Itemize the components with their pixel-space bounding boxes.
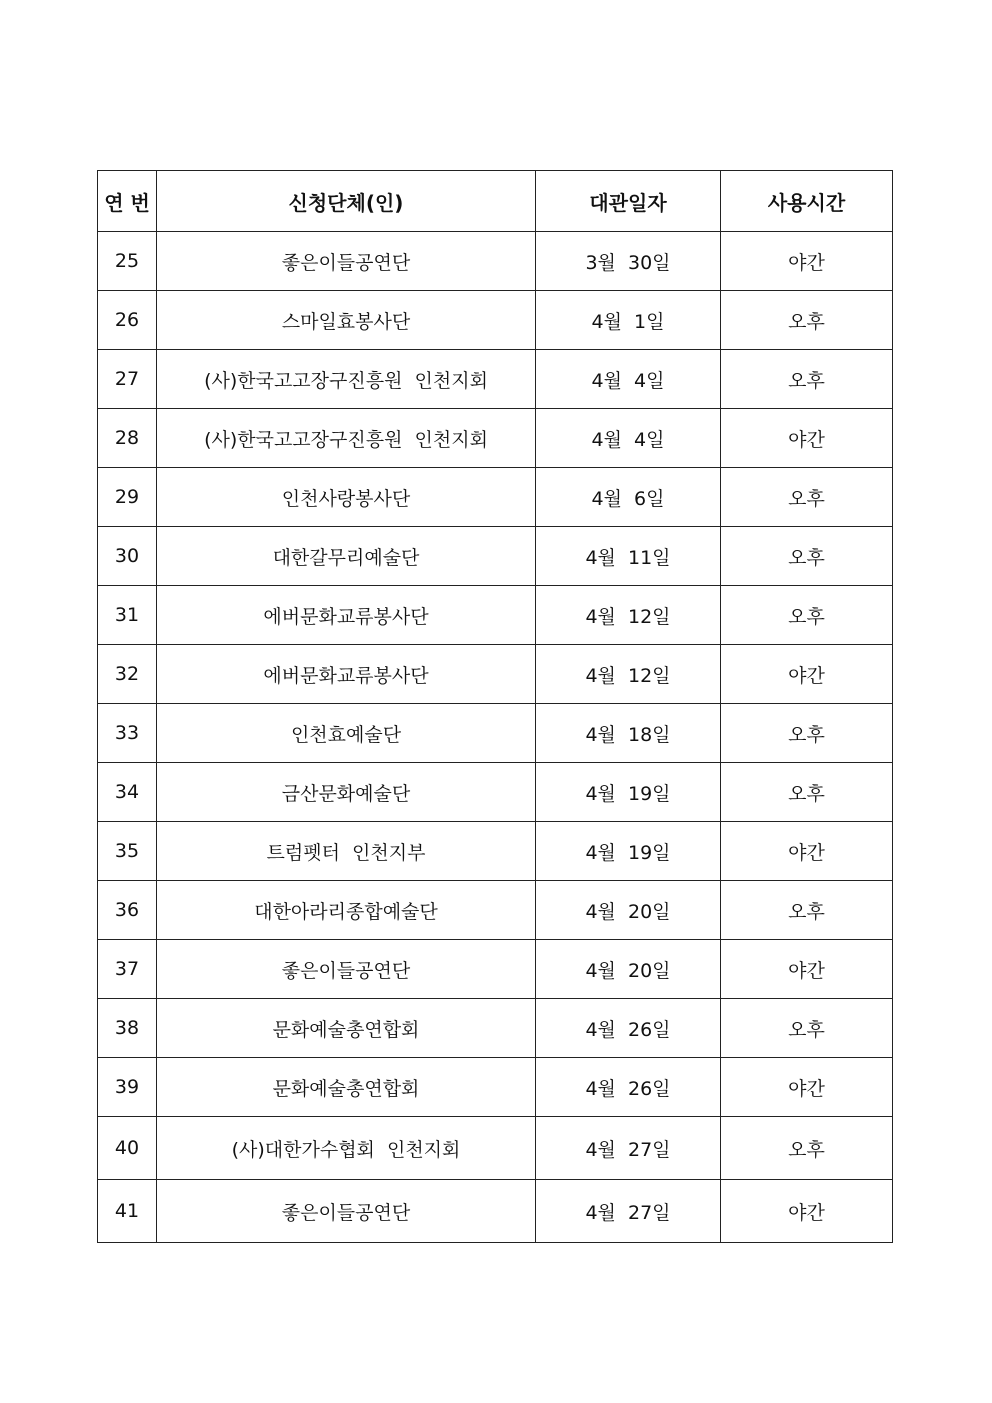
table-row xyxy=(98,940,893,999)
cell-applicant: 대한아라리종합예술단 xyxy=(157,881,536,940)
cell-rental-date: 4월 12일 xyxy=(536,645,721,704)
cell-usage-time: 야간 xyxy=(721,940,893,999)
cell-number: 35 xyxy=(98,822,157,881)
rental-schedule-table xyxy=(97,170,893,1243)
cell-usage-time: 오후 xyxy=(721,527,893,586)
cell-applicant: 좋은이들공연단 xyxy=(157,1180,536,1243)
table-row xyxy=(98,999,893,1058)
header-applicant: 신청단체(인) xyxy=(157,171,536,232)
cell-usage-time: 오후 xyxy=(721,763,893,822)
cell-rental-date: 4월 18일 xyxy=(536,704,721,763)
cell-usage-time: 야간 xyxy=(721,232,893,291)
cell-rental-date: 4월 20일 xyxy=(536,940,721,999)
header-number: 연 번 xyxy=(98,171,157,232)
table-row xyxy=(98,527,893,586)
cell-applicant: (사)한국고고장구진흥원 인천지회 xyxy=(157,350,536,409)
cell-usage-time: 오후 xyxy=(721,586,893,645)
table-row xyxy=(98,1117,893,1180)
cell-number: 37 xyxy=(98,940,157,999)
cell-usage-time: 오후 xyxy=(721,468,893,527)
header-rental-date: 대관일자 xyxy=(536,171,721,232)
cell-rental-date: 4월 1일 xyxy=(536,291,721,350)
cell-rental-date: 4월 6일 xyxy=(536,468,721,527)
table-row xyxy=(98,291,893,350)
table-row xyxy=(98,586,893,645)
cell-number: 32 xyxy=(98,645,157,704)
table-row xyxy=(98,704,893,763)
cell-rental-date: 4월 26일 xyxy=(536,999,721,1058)
cell-usage-time: 오후 xyxy=(721,999,893,1058)
cell-rental-date: 4월 27일 xyxy=(536,1117,721,1180)
cell-usage-time: 야간 xyxy=(721,409,893,468)
cell-usage-time: 오후 xyxy=(721,350,893,409)
cell-number: 30 xyxy=(98,527,157,586)
cell-rental-date: 4월 26일 xyxy=(536,1058,721,1117)
cell-number: 29 xyxy=(98,468,157,527)
cell-applicant: 트럼펫터 인천지부 xyxy=(157,822,536,881)
cell-usage-time: 오후 xyxy=(721,704,893,763)
cell-number: 26 xyxy=(98,291,157,350)
table-row xyxy=(98,763,893,822)
table-row xyxy=(98,409,893,468)
table-row xyxy=(98,350,893,409)
cell-rental-date: 4월 27일 xyxy=(536,1180,721,1243)
cell-applicant: 에버문화교류봉사단 xyxy=(157,586,536,645)
table-row xyxy=(98,881,893,940)
cell-applicant: 금산문화예술단 xyxy=(157,763,536,822)
cell-number: 31 xyxy=(98,586,157,645)
cell-usage-time: 야간 xyxy=(721,1058,893,1117)
cell-applicant: 인천사랑봉사단 xyxy=(157,468,536,527)
table-body xyxy=(98,232,893,1243)
cell-rental-date: 4월 11일 xyxy=(536,527,721,586)
cell-applicant: 인천효예술단 xyxy=(157,704,536,763)
table-row xyxy=(98,468,893,527)
cell-rental-date: 4월 20일 xyxy=(536,881,721,940)
cell-rental-date: 4월 4일 xyxy=(536,409,721,468)
table-row xyxy=(98,1180,893,1243)
cell-applicant: 좋은이들공연단 xyxy=(157,232,536,291)
cell-applicant: 문화예술총연합회 xyxy=(157,1058,536,1117)
cell-applicant: 문화예술총연합회 xyxy=(157,999,536,1058)
cell-number: 25 xyxy=(98,232,157,291)
cell-number: 36 xyxy=(98,881,157,940)
cell-rental-date: 4월 19일 xyxy=(536,763,721,822)
table-row xyxy=(98,232,893,291)
rental-schedule-sheet xyxy=(97,170,892,1243)
table-row xyxy=(98,645,893,704)
cell-number: 39 xyxy=(98,1058,157,1117)
table-row xyxy=(98,1058,893,1117)
cell-usage-time: 오후 xyxy=(721,291,893,350)
cell-number: 27 xyxy=(98,350,157,409)
cell-number: 40 xyxy=(98,1117,157,1180)
cell-rental-date: 4월 12일 xyxy=(536,586,721,645)
table-row xyxy=(98,822,893,881)
cell-usage-time: 오후 xyxy=(721,1117,893,1180)
cell-applicant: (사)대한가수협회 인천지회 xyxy=(157,1117,536,1180)
cell-applicant: 스마일효봉사단 xyxy=(157,291,536,350)
cell-applicant: 에버문화교류봉사단 xyxy=(157,645,536,704)
header-usage-time: 사용시간 xyxy=(721,171,893,232)
cell-number: 33 xyxy=(98,704,157,763)
table-header-row xyxy=(98,171,893,232)
cell-number: 38 xyxy=(98,999,157,1058)
cell-usage-time: 오후 xyxy=(721,881,893,940)
cell-applicant: (사)한국고고장구진흥원 인천지회 xyxy=(157,409,536,468)
cell-applicant: 대한갈무리예술단 xyxy=(157,527,536,586)
cell-usage-time: 야간 xyxy=(721,822,893,881)
cell-rental-date: 4월 19일 xyxy=(536,822,721,881)
cell-number: 34 xyxy=(98,763,157,822)
cell-number: 41 xyxy=(98,1180,157,1243)
cell-number: 28 xyxy=(98,409,157,468)
cell-usage-time: 야간 xyxy=(721,1180,893,1243)
cell-usage-time: 야간 xyxy=(721,645,893,704)
cell-applicant: 좋은이들공연단 xyxy=(157,940,536,999)
cell-rental-date: 4월 4일 xyxy=(536,350,721,409)
cell-rental-date: 3월 30일 xyxy=(536,232,721,291)
